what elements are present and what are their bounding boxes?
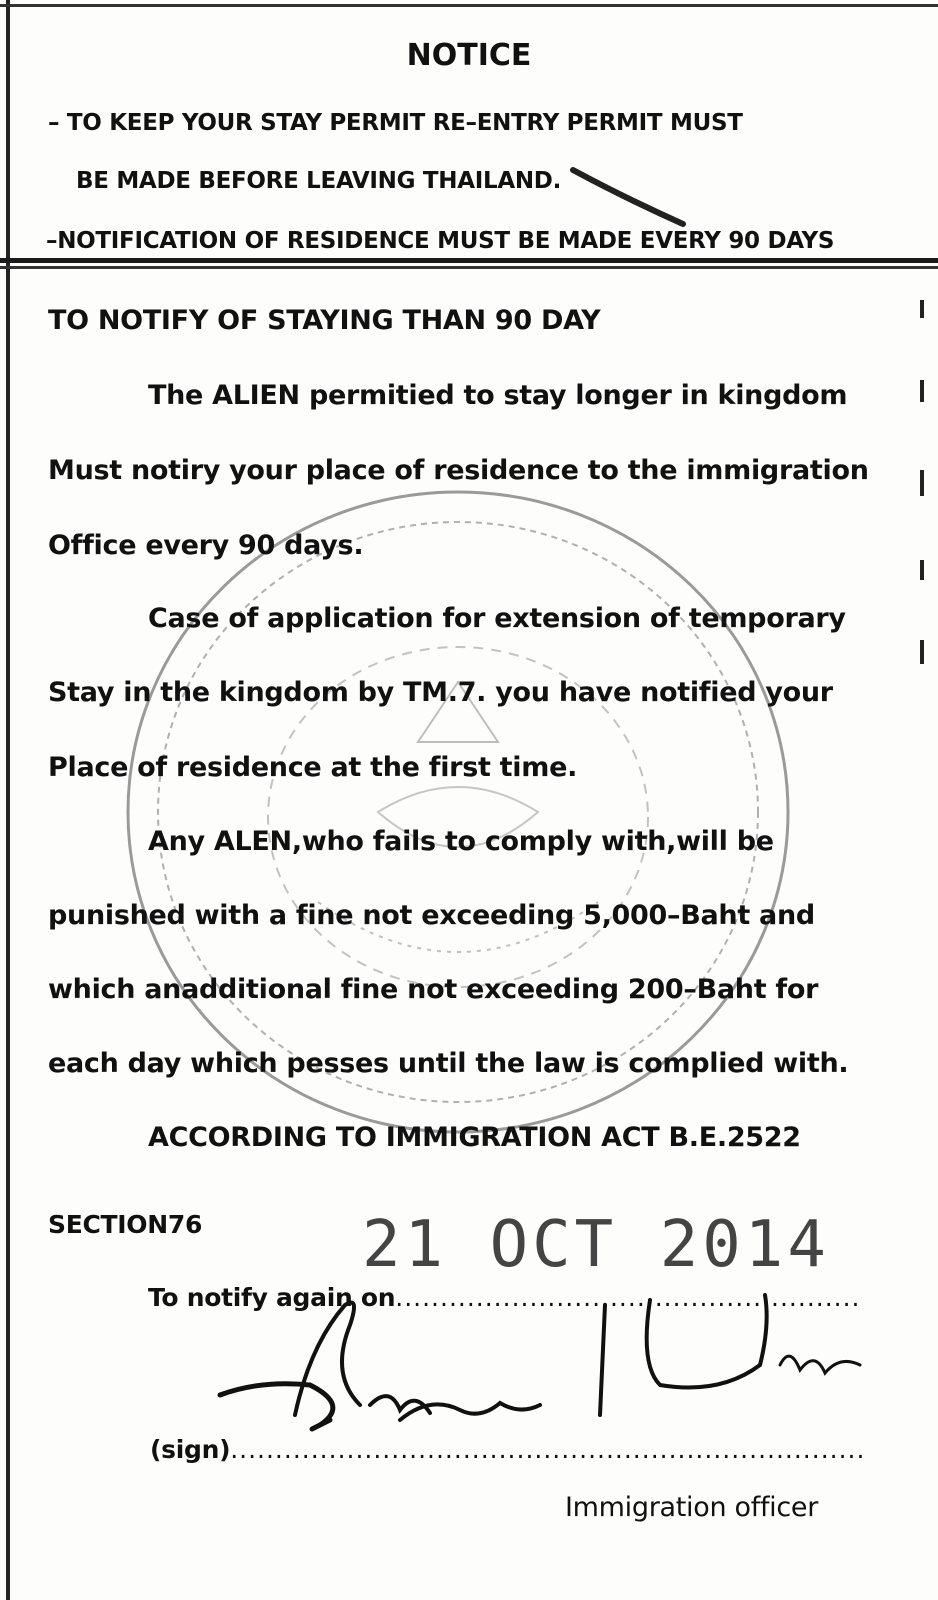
margin-mark <box>920 640 924 664</box>
form-heading: TO NOTIFY OF STAYING THAN 90 DAY <box>48 305 601 336</box>
officer-label: Immigration officer <box>565 1492 819 1523</box>
sign-label: (sign) <box>150 1435 231 1464</box>
left-border <box>6 0 10 1600</box>
body-line-2: Must notiry your place of residence to the immigration <box>48 455 869 486</box>
pen-stroke-icon <box>565 158 695 238</box>
body-line-10: each day which pesses until the law is complied with. <box>48 1048 849 1079</box>
notice-line-3: –NOTIFICATION OF RESIDENCE MUST BE MADE EVERY 90 DAYS <box>46 228 835 252</box>
margin-mark <box>920 380 924 402</box>
official-seal-icon <box>118 482 798 1142</box>
sign-row <box>150 1435 865 1464</box>
sign-dotted-line: ....................................................................... <box>230 1435 866 1464</box>
notice-line-1: – TO KEEP YOUR STAY PERMIT RE–ENTRY PERMIT MUST <box>48 110 743 136</box>
notice-line-2: BE MADE BEFORE LEAVING THAILAND. <box>76 168 562 194</box>
body-line-5: Stay in the kingdom by TM.7. you have notified your <box>48 677 833 708</box>
act-reference: ACCORDING TO IMMIGRATION ACT B.E.2522 <box>148 1122 801 1153</box>
top-border <box>0 4 938 7</box>
notify-again-label: To notify again on <box>148 1283 396 1312</box>
handwritten-signature-icon <box>200 1285 880 1455</box>
body-line-1: The ALIEN permitied to stay longer in kingdom <box>148 380 848 411</box>
margin-mark <box>920 300 924 318</box>
body-line-6: Place of residence at the first time. <box>48 752 578 783</box>
body-line-4: Case of application for extension of temporary <box>148 603 846 634</box>
margin-mark <box>920 470 924 496</box>
section-divider <box>0 258 938 263</box>
margin-mark <box>920 560 924 580</box>
notify-again-dotted-line: .................................................... <box>395 1283 861 1312</box>
notice-title: NOTICE <box>406 38 532 73</box>
section-divider-secondary <box>0 266 938 269</box>
body-line-7: Any ALEN,who fails to comply with,will be <box>148 826 774 857</box>
body-line-3: Office every 90 days. <box>48 530 364 561</box>
body-line-9: which anadditional fine not exceeding 200–Baht for <box>48 974 819 1005</box>
date-stamp: 21 OCT 2014 <box>362 1208 830 1282</box>
body-line-8: punished with a fine not exceeding 5,000–Baht and <box>48 900 815 931</box>
section-reference: SECTION76 <box>48 1210 203 1239</box>
